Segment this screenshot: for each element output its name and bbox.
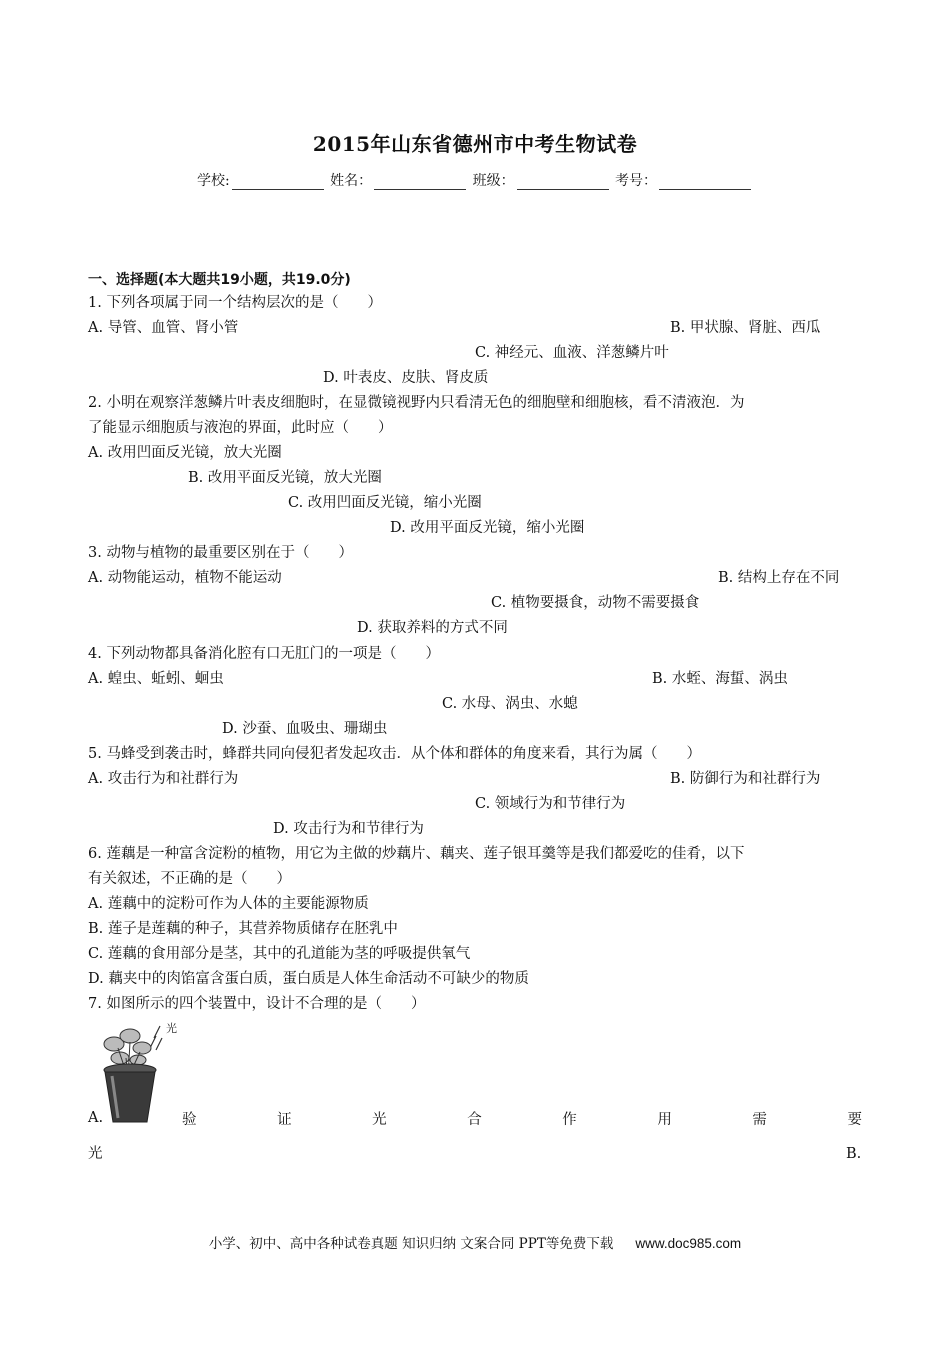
page-footer xyxy=(0,1232,950,1252)
q1-stem: 1. 下列各项属于同一个结构层次的是（ ） xyxy=(88,295,382,311)
q3-option-b[interactable]: B. 结构上存在不同 xyxy=(718,570,840,586)
q4-option-d[interactable]: D. 沙蚕、血吸虫、珊瑚虫 xyxy=(222,721,388,737)
q6-option-b[interactable]: B. 莲子是莲藕的种子，其营养物质储存在胚乳中 xyxy=(88,921,398,937)
q3-option-a[interactable]: A. 动物能运动，植物不能运动 xyxy=(88,570,282,586)
q4-stem: 4. 下列动物都具备消化腔有口无肛门的一项是（ ） xyxy=(88,646,440,662)
footer-url-link[interactable]: www.doc985.com xyxy=(635,1236,742,1251)
light-rays-icon xyxy=(150,1026,162,1050)
q4-option-b[interactable]: B. 水蛭、海蜇、涡虫 xyxy=(652,671,788,687)
q7-a-char: 验 xyxy=(182,1112,197,1128)
q3-option-d[interactable]: D. 获取养料的方式不同 xyxy=(357,620,508,636)
q6-option-a[interactable]: A. 莲藕中的淀粉可作为人体的主要能源物质 xyxy=(88,896,369,912)
figure-light-label: 光 xyxy=(166,1022,177,1035)
q1-option-c[interactable]: C. 神经元、血液、洋葱鳞片叶 xyxy=(475,345,669,361)
q3-option-c[interactable]: C. 植物要摄食，动物不需要摄食 xyxy=(491,595,700,611)
q4-option-a[interactable]: A. 蝗虫、蚯蚓、蛔虫 xyxy=(88,671,224,687)
q2-stem-line1: 2. 小明在观察洋葱鳞片叶表皮细胞时，在显微镜视野内只看清无色的细胞壁和细胞核，看不清液泡．为 xyxy=(88,395,745,411)
q2-option-a[interactable]: A. 改用凹面反光镜，放大光圈 xyxy=(88,445,282,461)
q2-stem-line2: 了能显示细胞质与液泡的界面，此时应（ ） xyxy=(88,420,393,436)
q7-option-b-letter[interactable]: B. xyxy=(846,1146,862,1162)
footer-text: 小学、初中、高中各种试卷真题 知识归纳 文案合同 PPT等免费下载 xyxy=(208,1236,614,1252)
exam-number-label: 考号： xyxy=(615,173,658,189)
q5-option-c[interactable]: C. 领域行为和节律行为 xyxy=(475,796,626,812)
q2-option-c[interactable]: C. 改用凹面反光镜，缩小光圈 xyxy=(288,495,482,511)
q7-a-char: 证 xyxy=(277,1112,292,1128)
name-blank[interactable] xyxy=(374,175,466,190)
q7-a-char: 用 xyxy=(657,1112,672,1128)
q7-option-a-letter[interactable]: A. xyxy=(88,1110,104,1126)
q1-option-a[interactable]: A. 导管、血管、肾小管 xyxy=(88,320,239,336)
q7-a-char: 要 xyxy=(847,1112,862,1128)
q7-option-a-tail: 光 xyxy=(88,1146,103,1162)
q7-a-char: 需 xyxy=(752,1112,767,1128)
q7-stem: 7. 如图所示的四个装置中，设计不合理的是（ ） xyxy=(88,996,426,1012)
q5-option-b[interactable]: B. 防御行为和社群行为 xyxy=(670,771,821,787)
q5-option-a[interactable]: A. 攻击行为和社群行为 xyxy=(88,771,239,787)
section-heading: 一、选择题(本大题共19小题，共19.0分) xyxy=(88,272,351,288)
flower-pot-icon xyxy=(104,1064,156,1122)
class-label: 班级： xyxy=(472,173,515,189)
q1-option-d[interactable]: D. 叶表皮、皮肤、肾皮质 xyxy=(323,370,489,386)
q7-a-char: 光 xyxy=(372,1112,387,1128)
school-label: 学校: xyxy=(196,173,230,189)
student-info-row xyxy=(0,170,950,190)
potted-plant-figure xyxy=(100,1018,190,1126)
exam-number-blank[interactable] xyxy=(659,175,751,190)
q7-option-a-text xyxy=(182,1108,862,1129)
plant-leaves-icon xyxy=(104,1029,151,1065)
name-label: 姓名： xyxy=(330,173,373,189)
q6-option-c[interactable]: C. 莲藕的食用部分是茎，其中的孔道能为茎的呼吸提供氧气 xyxy=(88,946,471,962)
q6-stem-line2: 有关叙述，不正确的是（ ） xyxy=(88,871,291,887)
q4-option-c[interactable]: C. 水母、涡虫、水螅 xyxy=(442,696,578,712)
q3-stem: 3. 动物与植物的最重要区别在于（ ） xyxy=(88,545,353,561)
q7-a-char: 作 xyxy=(562,1112,577,1128)
school-blank[interactable] xyxy=(232,175,324,190)
q5-stem: 5. 马蜂受到袭击时，蜂群共同向侵犯者发起攻击．从个体和群体的角度来看，其行为属（ ） xyxy=(88,746,701,762)
q6-option-d[interactable]: D. 藕夹中的肉馅富含蛋白质，蛋白质是人体生命活动不可缺少的物质 xyxy=(88,971,529,987)
q2-option-d[interactable]: D. 改用平面反光镜，缩小光圈 xyxy=(390,520,585,536)
q6-stem-line1: 6. 莲藕是一种富含淀粉的植物，用它为主做的炒藕片、藕夹、莲子银耳羹等是我们都爱吃的佳肴，以下 xyxy=(88,846,745,862)
exam-title: 2015年山东省德州市中考生物试卷 xyxy=(312,132,638,156)
class-blank[interactable] xyxy=(517,175,609,190)
q1-option-b[interactable]: B. 甲状腺、肾脏、西瓜 xyxy=(670,320,821,336)
q5-option-d[interactable]: D. 攻击行为和节律行为 xyxy=(273,821,424,837)
q2-option-b[interactable]: B. 改用平面反光镜，放大光圈 xyxy=(188,470,382,486)
q7-a-char: 合 xyxy=(467,1112,482,1128)
